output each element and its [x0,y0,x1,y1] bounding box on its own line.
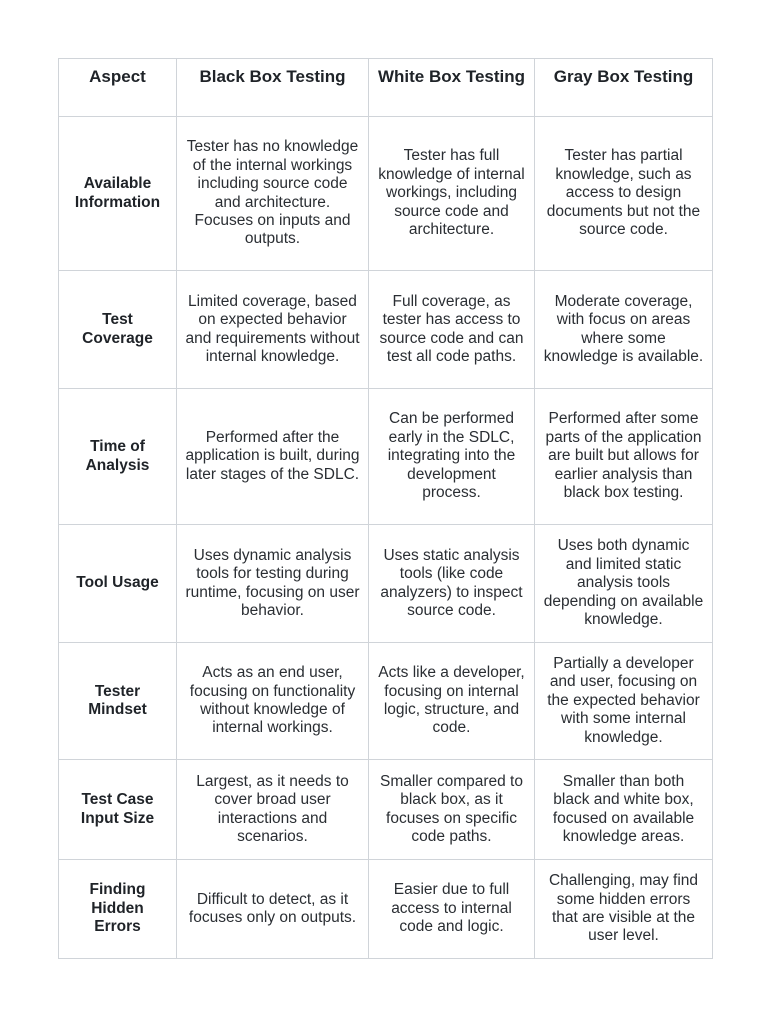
black-box-cell: Uses dynamic analysis tools for testing during runtime, focusing on user behavior. [177,525,369,643]
white-box-cell: Uses static analysis tools (like code analyzers) to inspect source code. [369,525,535,643]
black-box-cell: Acts as an end user, focusing on functionality without knowledge of internal workings. [177,643,369,760]
row-aspect-label: Tester Mindset [59,643,177,760]
comparison-table-container [58,58,712,959]
table-row [59,389,713,525]
testing-comparison-table [58,58,713,959]
gray-box-cell: Tester has partial knowledge, such as access to design documents but not the source code. [535,117,713,271]
gray-box-cell: Performed after some parts of the application are built but allows for earlier analysis than black box testing. [535,389,713,525]
table-row [59,860,713,959]
black-box-cell: Largest, as it needs to cover broad user interactions and scenarios. [177,760,369,860]
table-row [59,271,713,389]
white-box-cell: Tester has full knowledge of internal workings, including source code and architecture. [369,117,535,271]
black-box-cell: Difficult to detect, as it focuses only on outputs. [177,860,369,959]
row-aspect-label: Test Case Input Size [59,760,177,860]
table-row [59,117,713,271]
gray-box-cell: Moderate coverage, with focus on areas where some knowledge is available. [535,271,713,389]
table-row [59,760,713,860]
gray-box-cell: Smaller than both black and white box, focused on available knowledge areas. [535,760,713,860]
row-aspect-label: Test Coverage [59,271,177,389]
header-white-box: White Box Testing [369,59,535,117]
row-aspect-label: Finding Hidden Errors [59,860,177,959]
black-box-cell: Limited coverage, based on expected behavior and requirements without internal knowledge. [177,271,369,389]
table-header-row [59,59,713,117]
row-aspect-label: Time of Analysis [59,389,177,525]
gray-box-cell: Uses both dynamic and limited static analysis tools depending on available knowledge. [535,525,713,643]
white-box-cell: Full coverage, as tester has access to source code and can test all code paths. [369,271,535,389]
black-box-cell: Performed after the application is built, during later stages of the SDLC. [177,389,369,525]
white-box-cell: Can be performed early in the SDLC, integrating into the development process. [369,389,535,525]
black-box-cell: Tester has no knowledge of the internal workings including source code and architecture. Focuses on inputs and outputs. [177,117,369,271]
white-box-cell: Easier due to full access to internal code and logic. [369,860,535,959]
row-aspect-label: Tool Usage [59,525,177,643]
header-gray-box: Gray Box Testing [535,59,713,117]
table-row [59,525,713,643]
gray-box-cell: Partially a developer and user, focusing on the expected behavior with some internal knowledge. [535,643,713,760]
table-row [59,643,713,760]
header-aspect: Aspect [59,59,177,117]
white-box-cell: Smaller compared to black box, as it focuses on specific code paths. [369,760,535,860]
white-box-cell: Acts like a developer, focusing on internal logic, structure, and code. [369,643,535,760]
gray-box-cell: Challenging, may find some hidden errors that are visible at the user level. [535,860,713,959]
header-black-box: Black Box Testing [177,59,369,117]
row-aspect-label: Available Information [59,117,177,271]
